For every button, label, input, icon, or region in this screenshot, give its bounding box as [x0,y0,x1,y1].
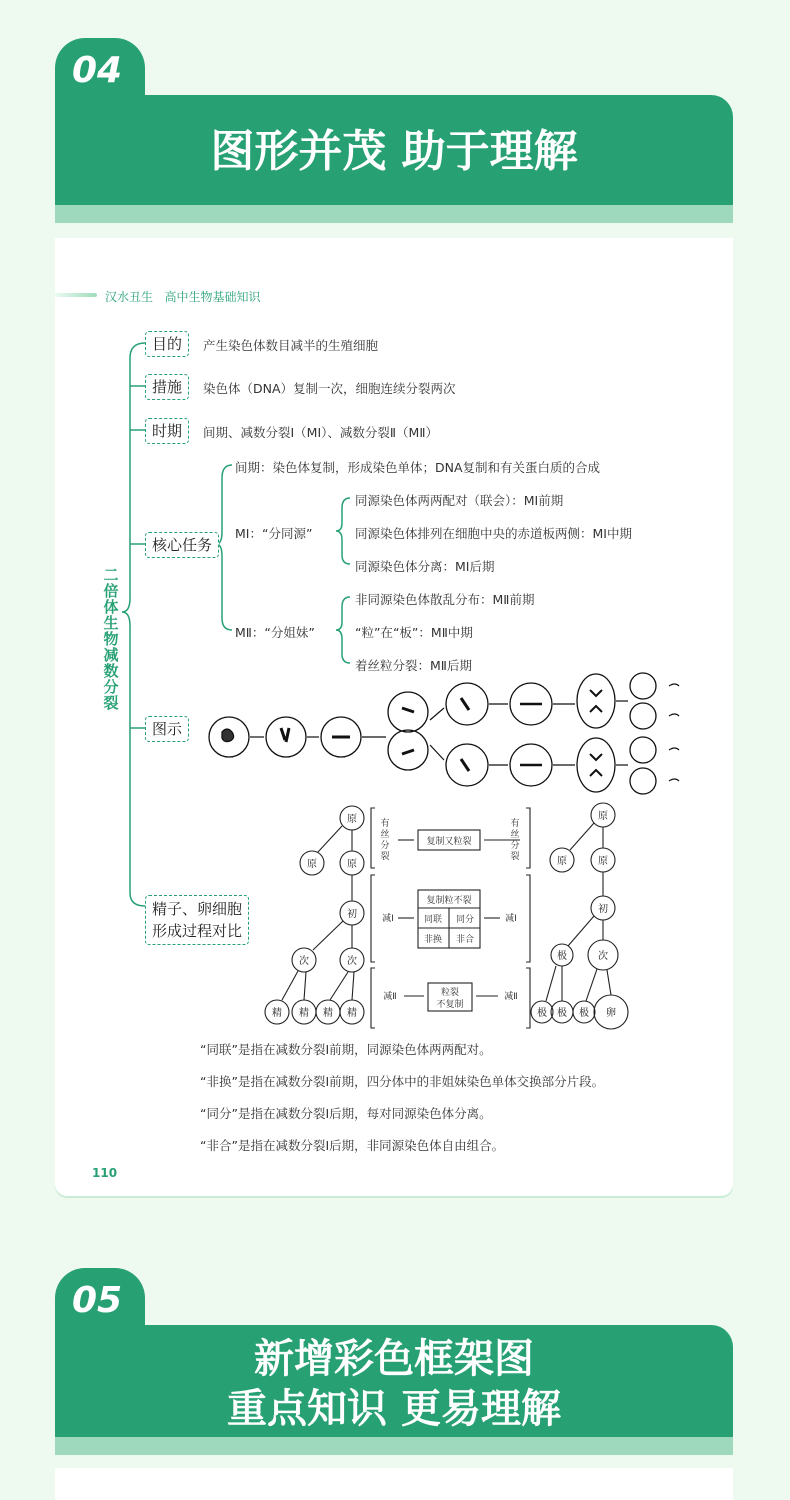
polar-body-label: 极 [557,951,567,962]
mitosis-label-char: 分 [510,841,520,851]
measure-text: 染色体（DNA）复制一次，细胞连续分裂两次 [203,381,456,396]
meiosis-1-label: 减Ⅰ [382,914,394,924]
meiosis-2-label: 减Ⅱ [504,992,518,1002]
sperm-label: 精 [299,1008,309,1019]
section-04-number: 04 [72,50,123,91]
page-number: 110 [92,1166,118,1180]
book-title: 高中生物基础知识 [164,290,261,304]
node-purpose: 目的 [145,331,189,357]
sperm-label: 精 [323,1008,333,1019]
section-05-number: 05 [72,1280,123,1321]
node-period: 时期 [145,418,189,444]
egg-primary-label: 初 [598,904,608,915]
core-m2-item: “粒”在“板”：MⅡ中期 [355,625,473,640]
node-core-task: 核心任务 [145,532,219,558]
core-m1-item: 同源染色体分离：MⅠ后期 [355,559,495,574]
section-05-page-top [55,1468,733,1500]
m1-box-title: 复制粒不裂 [426,896,472,906]
polar-body-label: 极 [537,1008,547,1019]
core-m1-label: MⅠ：“分同源” [235,526,313,541]
egg-origin-label: 原 [557,856,567,867]
mindmap-title: 二倍体生物减数分裂 [103,566,119,712]
sperm-origin-label: 原 [347,859,357,870]
note-line: “非换”是指在减数分裂Ⅰ前期，四分体中的非姐妹染色单体交换部分片段。 [200,1074,605,1089]
m1-box-cell: 非合 [455,935,475,945]
sperm-label: 精 [347,1008,357,1019]
egg-secondary-label: 次 [598,951,608,962]
core-interphase: 间期：染色体复制，形成染色单体；DNA复制和有关蛋白质的合成 [235,460,601,475]
m2-box-line: 不复制 [436,1000,464,1010]
sperm-origin-label: 原 [307,859,317,870]
node-measure: 措施 [145,374,189,400]
meiosis-1-label: 减Ⅰ [505,914,517,924]
core-m2-item: 非同源染色体散乱分布：MⅡ前期 [355,592,535,607]
mitosis-label-char: 丝 [510,830,520,840]
egg-label: 卵 [606,1008,616,1019]
section-04-title: 图形并茂 助于理解 [210,126,578,177]
note-line: “同联”是指在减数分裂Ⅰ前期，同源染色体两两配对。 [200,1042,492,1057]
mitosis-label-char: 丝 [380,830,390,840]
period-text: 间期、减数分裂Ⅰ（MⅠ）、减数分裂Ⅱ（MⅡ） [203,425,438,440]
compare-label-line2: 形成过程对比 [152,922,243,940]
core-m1-item: 同源染色体两两配对（联会）：MⅠ前期 [355,493,564,508]
meiosis-2-label: 减Ⅱ [383,992,397,1002]
node-diagram: 图示 [145,716,189,742]
book-series: 汉水丑生 [105,290,154,304]
section-05-title-line1: 新增彩色框架图 [254,1336,534,1382]
sperm-label: 精 [272,1008,282,1019]
mitosis-label-char: 裂 [380,852,390,862]
note-line: “同分”是指在减数分裂Ⅰ后期，每对同源染色体分离。 [200,1106,492,1121]
compare-label-line1: 精子、卵细胞 [152,900,243,918]
m1-box-cell: 非换 [423,935,443,945]
sperm-secondary-label: 次 [299,956,309,967]
note-line: “非合”是指在减数分裂Ⅰ后期，非同源染色体自由组合。 [200,1138,505,1153]
mitosis-label-char: 有 [380,819,390,829]
core-m1-item: 同源染色体排列在细胞中央的赤道板两侧：MⅠ中期 [355,526,632,541]
polar-body-label: 极 [557,1008,567,1019]
mitosis-box-text: 复制又粒裂 [426,837,472,847]
m1-box-cell: 同联 [423,915,443,925]
purpose-text: 产生染色体数目减半的生殖细胞 [203,338,379,353]
mitosis-label-char: 有 [510,819,520,829]
mitosis-label-char: 分 [380,841,390,851]
sperm-origin-label: 原 [347,814,357,825]
sperm-secondary-label: 次 [347,956,357,967]
core-m2-label: MⅡ：“分姐妹” [235,625,315,640]
section-05-banner-underlay [55,1437,733,1455]
m2-box-line: 粒裂 [440,988,460,998]
m1-box-cell: 同分 [455,915,475,925]
sperm-primary-label: 初 [347,909,357,920]
egg-origin-label: 原 [598,811,608,822]
section-05-title-line2: 重点知识 更易理解 [227,1386,561,1432]
egg-origin-label: 原 [598,856,608,867]
mitosis-label-char: 裂 [510,852,520,862]
polar-body-label: 极 [579,1008,589,1019]
core-m2-item: 着丝粒分裂：MⅡ后期 [355,658,472,673]
